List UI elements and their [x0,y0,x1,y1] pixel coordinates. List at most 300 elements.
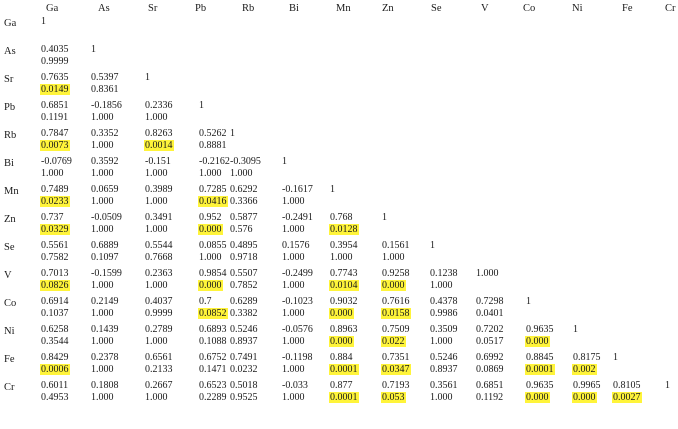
correlation-value: 0.7635 [41,72,69,83]
p-text: 1.000 [430,392,453,403]
correlation-value: 0.7298 [476,296,504,307]
correlation-value: -0.2162 [199,156,230,167]
highlight-mark: 0.0852 [199,308,227,319]
p-value [41,252,69,263]
p-value-significant [573,392,597,403]
p-value [91,140,114,151]
highlight-mark: 0.0128 [330,224,358,235]
correlation-value: 0.9032 [330,296,358,307]
p-value [282,224,305,235]
p-value [199,252,222,263]
p-value [230,308,258,319]
p-value-significant [41,364,70,375]
correlation-value: -0.033 [282,380,308,391]
p-value-significant [330,364,359,375]
p-value [199,168,222,179]
highlight-mark: 0.000 [573,392,596,403]
p-value-significant [573,364,597,375]
p-text: 0.8361 [91,84,119,95]
correlation-value: -0.1023 [282,296,313,307]
correlation-value: 1 [230,128,235,139]
p-value [282,392,305,403]
correlation-value: 0.4035 [41,44,69,55]
correlation-value: 0.6561 [145,352,173,363]
correlation-value: 0.7489 [41,184,69,195]
p-value-significant [526,364,555,375]
correlation-value: 0.6289 [230,296,258,307]
p-text: 0.8881 [199,140,227,151]
p-text: 0.1191 [41,112,69,123]
correlation-value: 0.2149 [91,296,119,307]
p-value [476,392,503,403]
p-text: 0.8937 [430,364,458,375]
correlation-value: 0.737 [41,212,64,223]
p-value [230,392,258,403]
p-value-significant [330,224,359,235]
row-label-mn: Mn [4,186,19,197]
p-text: 0.3366 [230,196,258,207]
p-value [41,308,69,319]
p-text: 1.000 [145,168,168,179]
p-value [91,392,114,403]
p-value [430,336,453,347]
correlation-value: -0.1599 [91,268,122,279]
p-value [91,308,114,319]
p-value-significant [382,280,406,291]
correlation-value: 0.0659 [91,184,119,195]
column-header-zn: Zn [382,3,394,14]
p-text: 1.000 [91,140,114,151]
p-value [382,252,405,263]
correlation-value: 0.8263 [145,128,173,139]
p-value [91,336,114,347]
p-text: 1.000 [282,196,305,207]
row-label-fe: Fe [4,354,15,365]
correlation-value: -0.2491 [282,212,313,223]
highlight-mark: 0.0001 [330,364,358,375]
p-text: 1.000 [91,280,114,291]
p-value [282,196,305,207]
p-value [282,252,305,263]
p-value [476,336,504,347]
p-value [199,392,227,403]
p-value [91,112,114,123]
correlation-value: 0.7013 [41,268,69,279]
p-value [145,168,168,179]
p-value [230,224,253,235]
p-value-significant [199,224,223,235]
highlight-mark: 0.0001 [330,392,358,403]
p-value [430,280,453,291]
p-value-significant [330,392,359,403]
highlight-mark: 0.000 [199,280,222,291]
p-text: 0.576 [230,224,253,235]
correlation-value: -0.1617 [282,184,313,195]
correlation-value: 0.877 [330,380,353,391]
p-value [330,252,353,263]
correlation-value: 0.9854 [199,268,227,279]
p-text: 1.000 [91,308,114,319]
highlight-mark: 0.053 [382,392,405,403]
p-value [91,168,114,179]
correlation-value: 0.3352 [91,128,119,139]
correlation-value: 1 [199,100,204,111]
p-text: 1.000 [282,224,305,235]
p-value [41,56,69,67]
column-header-pb: Pb [195,3,207,14]
correlation-value: 0.7285 [199,184,227,195]
p-text: 0.3382 [230,308,258,319]
column-header-rb: Rb [242,3,255,14]
correlation-value: 0.6914 [41,296,69,307]
correlation-value: 0.6889 [91,240,119,251]
p-text: 1.000 [91,168,114,179]
p-text: 1.000 [330,252,353,263]
highlight-mark: 0.0233 [41,196,69,207]
highlight-mark: 0.0149 [41,84,69,95]
p-value [230,252,258,263]
column-header-se: Se [431,3,442,14]
correlation-value: 0.9635 [526,324,554,335]
correlation-value: -0.1856 [91,100,122,111]
correlation-value: -0.3095 [230,156,261,167]
p-value [282,280,305,291]
column-header-fe: Fe [622,3,633,14]
correlation-value: 1.000 [476,268,499,279]
correlation-value: 0.6292 [230,184,258,195]
correlation-value: 0.7847 [41,128,69,139]
correlation-value: 0.7743 [330,268,358,279]
correlation-value: 0.1238 [430,268,458,279]
highlight-mark: 0.0073 [41,140,69,151]
p-value [430,392,453,403]
correlation-value: 0.8845 [526,352,554,363]
p-value [91,224,114,235]
p-text: 0.1037 [41,308,69,319]
correlation-value: 0.9258 [382,268,410,279]
correlation-value: 0.2336 [145,100,173,111]
column-header-ni: Ni [572,3,583,14]
p-value-significant [526,336,550,347]
correlation-value: 0.7202 [476,324,504,335]
p-text: 0.8937 [230,336,258,347]
p-text: 1.000 [91,112,114,123]
correlation-value: 0.8429 [41,352,69,363]
column-header-v: V [481,3,489,14]
correlation-value: 0.1576 [282,240,310,251]
p-text: 0.7852 [230,280,258,291]
p-text: 1.000 [199,252,222,263]
correlation-value: 0.1561 [382,240,410,251]
p-text: 0.1471 [199,364,227,375]
p-value-significant [330,308,354,319]
correlation-value: -0.0769 [41,156,72,167]
p-text: 0.0869 [476,364,504,375]
correlation-value: 0.6011 [41,380,69,391]
p-text: 1.000 [382,252,405,263]
p-value-significant [382,392,406,403]
correlation-value: 0.7 [199,296,212,307]
correlation-value: 0.8175 [573,352,601,363]
p-value [41,168,64,179]
p-text: 0.3544 [41,336,69,347]
p-text: 1.000 [282,252,305,263]
correlation-value: 0.5018 [230,380,258,391]
row-label-ni: Ni [4,326,15,337]
p-value-significant [330,336,354,347]
correlation-value: 0.4378 [430,296,458,307]
p-value [430,364,458,375]
row-label-bi: Bi [4,158,14,169]
highlight-mark: 0.0001 [526,364,554,375]
p-text: 1.000 [199,168,222,179]
row-label-sr: Sr [4,74,14,85]
p-value [282,336,305,347]
p-value-significant [41,84,70,95]
p-value-significant [199,196,228,207]
p-text: 0.9718 [230,252,258,263]
highlight-mark: 0.000 [526,392,549,403]
p-text: 1.000 [41,168,64,179]
p-value-significant [613,392,642,403]
correlation-value: -0.1198 [282,352,313,363]
p-text: 1.000 [282,280,305,291]
p-text: 1.000 [145,280,168,291]
highlight-mark: 0.0329 [41,224,69,235]
highlight-mark: 0.000 [199,224,222,235]
p-text: 1.000 [282,392,305,403]
p-text: 1.000 [430,280,453,291]
correlation-value: 0.7491 [230,352,258,363]
correlation-value: 0.7616 [382,296,410,307]
correlation-value: 0.7193 [382,380,410,391]
p-value [91,196,114,207]
correlation-value: 0.5561 [41,240,69,251]
p-text: 1.000 [145,392,168,403]
p-text: 1.000 [145,112,168,123]
correlation-value: 0.6752 [199,352,227,363]
correlation-value: 0.5262 [199,128,227,139]
highlight-mark: 0.022 [382,336,405,347]
correlation-value: 0.8105 [613,380,641,391]
row-label-co: Co [4,298,17,309]
p-value [230,336,258,347]
correlation-value: 0.4037 [145,296,173,307]
p-value-significant [41,140,70,151]
correlation-value: 0.2363 [145,268,173,279]
column-header-bi: Bi [289,3,299,14]
highlight-mark: 0.000 [382,280,405,291]
highlight-mark: 0.000 [330,336,353,347]
row-label-rb: Rb [4,130,17,141]
correlation-value: 1 [41,16,46,27]
p-text: 1.000 [91,392,114,403]
p-value [91,364,114,375]
correlation-value: 1 [430,240,435,251]
correlation-value: 0.5507 [230,268,258,279]
highlight-mark: 0.0158 [382,308,410,319]
highlight-mark: 0.0416 [199,196,227,207]
p-value-significant [382,364,411,375]
p-value-significant [41,280,70,291]
p-text: 1.000 [91,224,114,235]
p-value-significant [145,140,174,151]
highlight-mark: 0.000 [330,308,353,319]
correlation-value: 0.0855 [199,240,227,251]
p-value [145,364,173,375]
p-value [145,280,168,291]
p-value [230,196,258,207]
correlation-value: 1 [382,212,387,223]
p-text: 1.000 [282,308,305,319]
p-value-significant [41,196,70,207]
p-text: 0.9999 [145,308,173,319]
correlation-value: 0.3989 [145,184,173,195]
correlation-value: -0.0576 [282,324,313,335]
p-text: 0.2133 [145,364,173,375]
p-text: 1.000 [145,196,168,207]
column-header-as: As [98,3,110,14]
correlation-value: 0.6851 [476,380,504,391]
correlation-value: 0.2789 [145,324,173,335]
p-value [145,336,168,347]
p-text: 0.0401 [476,308,504,319]
highlight-mark: 0.0104 [330,280,358,291]
p-value [430,308,458,319]
p-value [282,308,305,319]
p-value [91,280,114,291]
correlation-value: 0.6523 [199,380,227,391]
correlation-value: 0.5246 [430,352,458,363]
p-text: 0.1097 [91,252,119,263]
correlation-value: 0.952 [199,212,222,223]
row-label-cr: Cr [4,382,15,393]
p-value [476,308,504,319]
correlation-value: 0.7351 [382,352,410,363]
p-text: 0.9999 [41,56,69,67]
p-value [230,280,258,291]
correlation-value: 0.9635 [526,380,554,391]
correlation-value: 0.884 [330,352,353,363]
p-value-significant [199,308,228,319]
correlation-value: 1 [330,184,335,195]
correlation-value: 0.1808 [91,380,119,391]
p-value [145,308,173,319]
p-text: 0.7668 [145,252,173,263]
correlation-value: 0.6992 [476,352,504,363]
p-value [476,364,504,375]
row-label-zn: Zn [4,214,16,225]
correlation-value: 1 [526,296,531,307]
highlight-mark: 0.0014 [145,140,173,151]
correlation-value: 1 [613,352,618,363]
correlation-value: 1 [91,44,96,55]
p-value-significant [41,224,70,235]
p-text: 1.000 [282,336,305,347]
correlation-value: -0.151 [145,156,171,167]
row-label-ga: Ga [4,18,17,29]
correlation-value: 0.2667 [145,380,173,391]
p-text: 0.9525 [230,392,258,403]
row-label-se: Se [4,242,15,253]
p-text: 0.2289 [199,392,227,403]
column-header-mn: Mn [336,3,351,14]
p-value-significant [382,336,406,347]
p-value-significant [330,280,359,291]
p-text: 0.0232 [230,364,258,375]
correlation-value: 0.6851 [41,100,69,111]
p-value [91,84,119,95]
p-text: 0.1192 [476,392,504,403]
p-value-significant [382,308,411,319]
p-text: 1.000 [430,336,453,347]
correlation-value: -0.0509 [91,212,122,223]
correlation-value: 0.1439 [91,324,119,335]
row-label-pb: Pb [4,102,16,113]
highlight-mark: 0.002 [573,364,596,375]
p-text: 1.000 [91,336,114,347]
column-header-co: Co [523,3,536,14]
correlation-value: 0.4895 [230,240,258,251]
correlation-value: 0.3509 [430,324,458,335]
p-text: 1.000 [145,336,168,347]
p-text: 1.000 [230,168,253,179]
p-text: 0.1088 [199,336,227,347]
correlation-value: 0.5877 [230,212,258,223]
highlight-mark: 0.0826 [41,280,69,291]
p-text: 0.7582 [41,252,69,263]
correlation-value: 1 [573,324,578,335]
p-value [199,364,227,375]
p-value [199,140,227,151]
correlation-value: 0.6893 [199,324,227,335]
correlation-value: 0.5544 [145,240,173,251]
correlation-value: 0.5397 [91,72,119,83]
correlation-value: 0.8963 [330,324,358,335]
p-value [145,112,168,123]
p-text: 1.000 [145,224,168,235]
p-value [145,252,173,263]
p-value [41,336,69,347]
p-text: 1.000 [91,364,114,375]
p-text: 0.0517 [476,336,504,347]
p-value [145,224,168,235]
p-value [145,392,168,403]
p-value [230,168,253,179]
highlight-mark: 0.0027 [613,392,641,403]
p-text: 0.9986 [430,308,458,319]
column-header-cr: Cr [665,3,676,14]
highlight-mark: 0.0347 [382,364,410,375]
p-text: 0.4953 [41,392,69,403]
p-value [91,252,119,263]
p-text: 1.000 [282,364,305,375]
correlation-value: 1 [145,72,150,83]
p-value-significant [199,280,223,291]
highlight-mark: 0.000 [526,336,549,347]
correlation-value: 1 [665,380,670,391]
correlation-value: 0.3561 [430,380,458,391]
correlation-value: -0.2499 [282,268,313,279]
p-value [230,364,258,375]
p-value [145,196,168,207]
correlation-value: 0.7509 [382,324,410,335]
p-value [41,112,68,123]
highlight-mark: 0.0006 [41,364,69,375]
correlation-value: 0.2378 [91,352,119,363]
correlation-value: 0.5246 [230,324,258,335]
correlation-value: 0.6258 [41,324,69,335]
